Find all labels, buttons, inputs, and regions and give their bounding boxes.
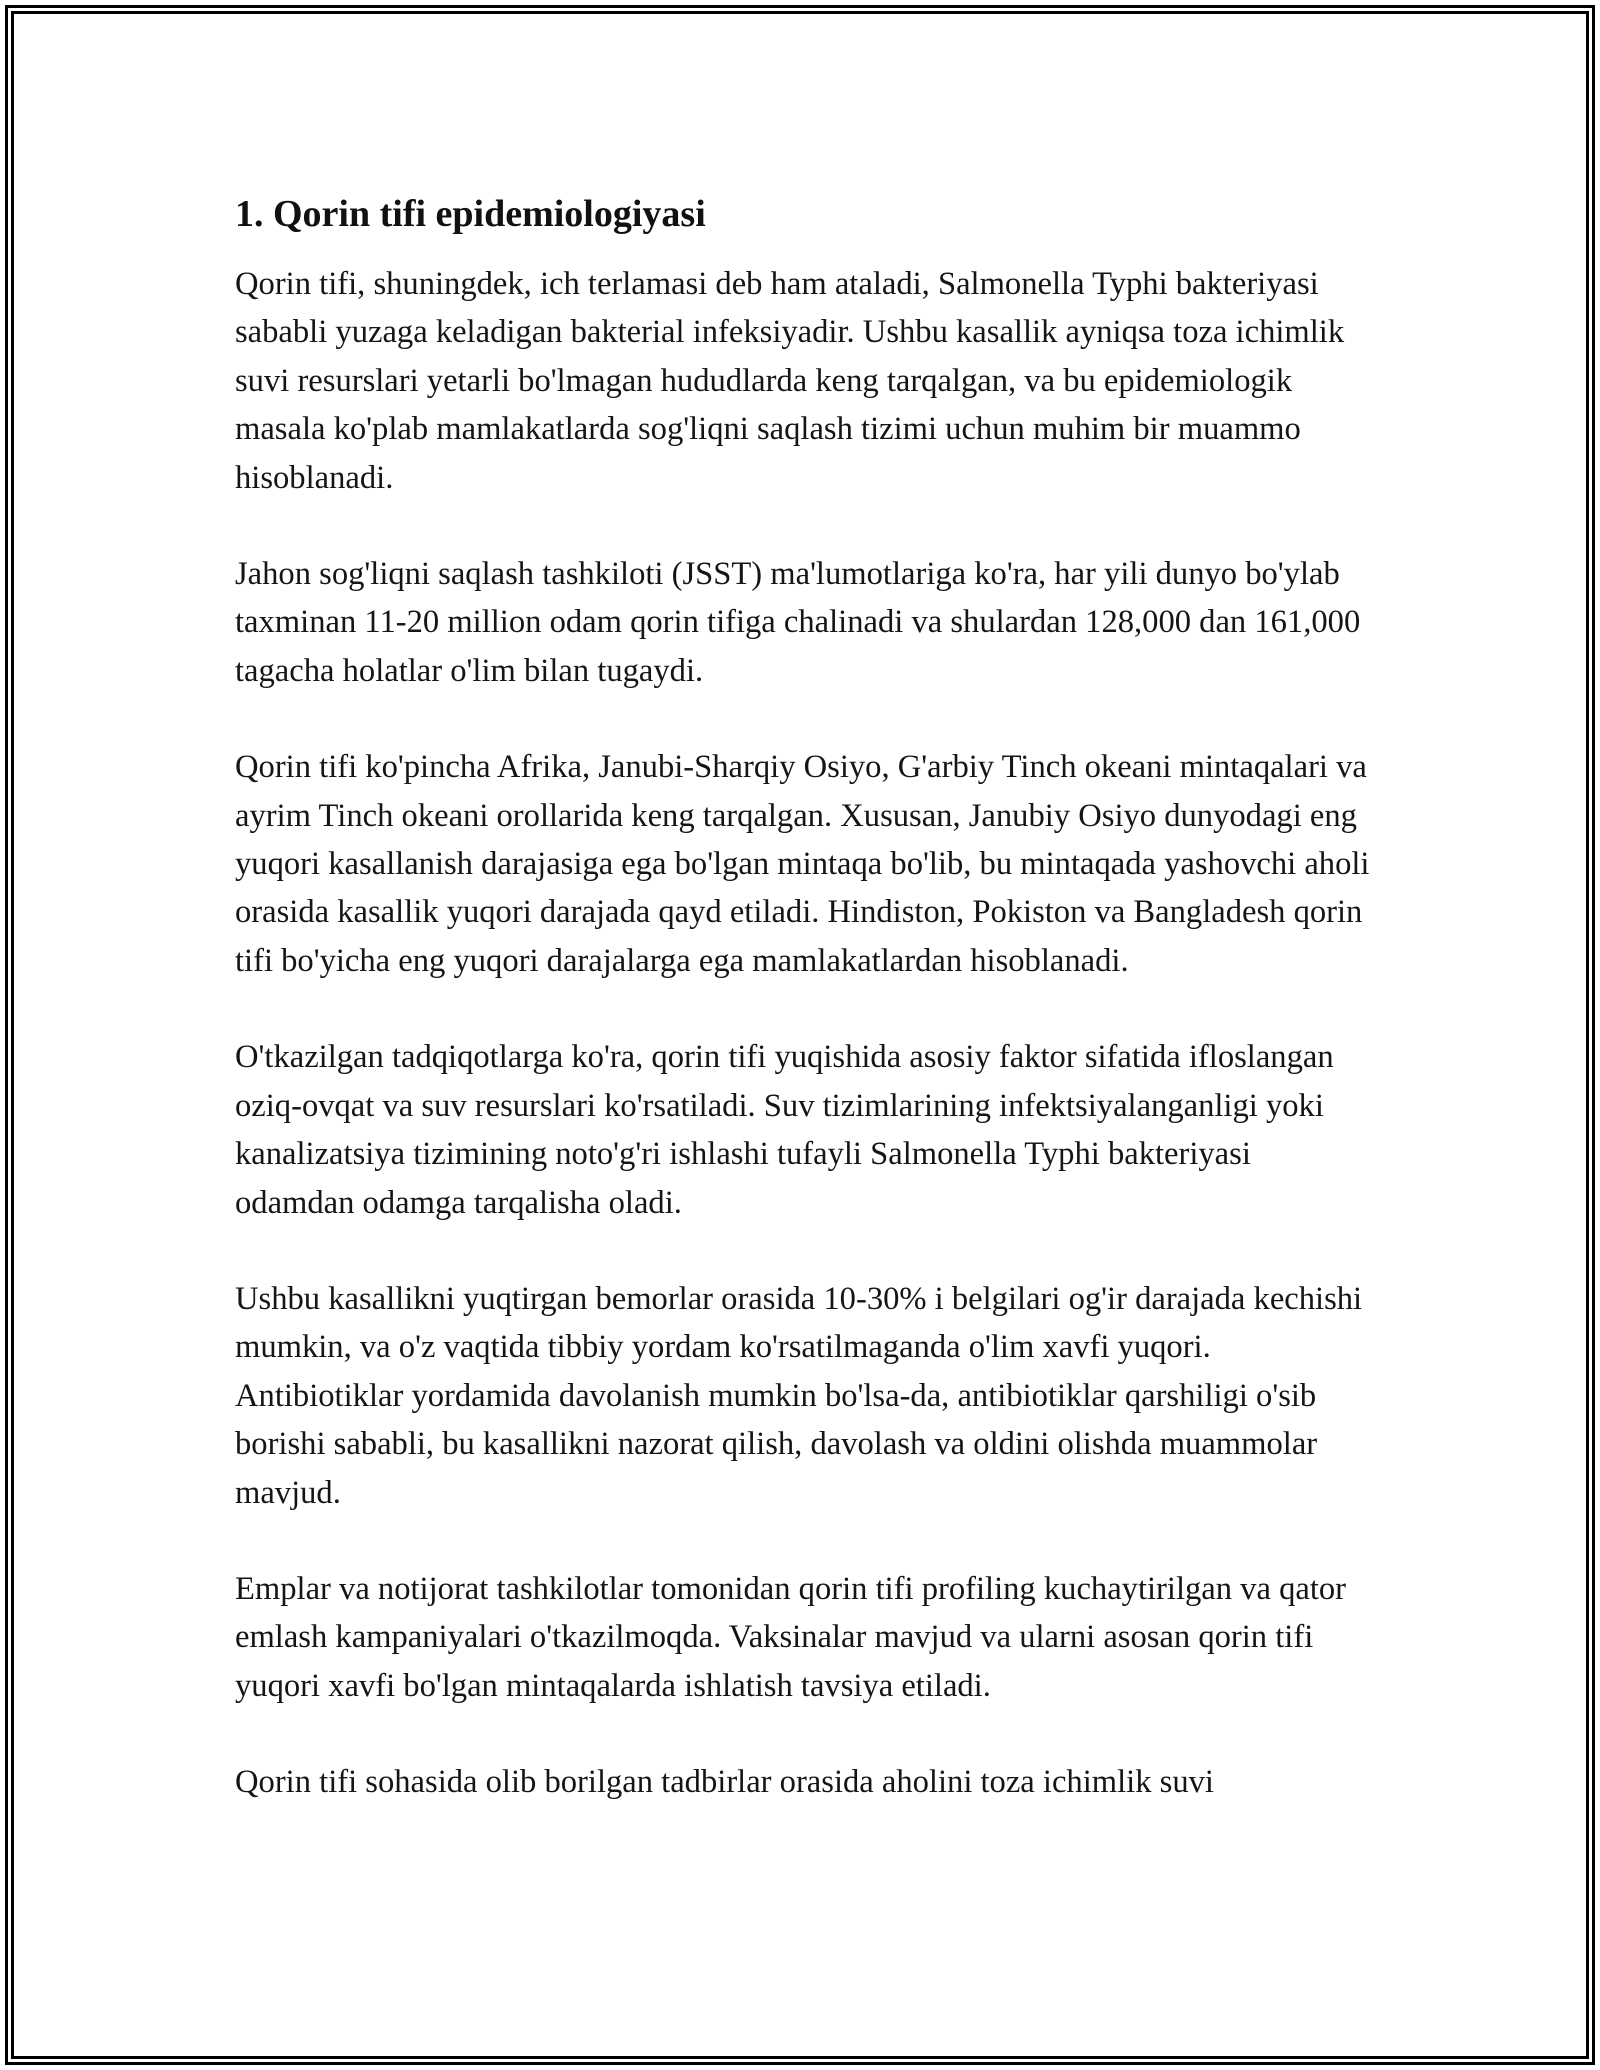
paragraph-7: Qorin tifi sohasida olib borilgan tadbirlar orasida aholini toza ichimlik suvi (235, 1764, 1214, 1801)
section-heading: 1. Qorin tifi epidemiologiyasi (235, 193, 706, 235)
paragraph-5: Ushbu kasallikni yuqtirgan bemorlar orasida 10-30% i belgilari og'ir darajada kechishi mumkin, va o'z vaqtida tibbiy yordam ko'rsatilmaganda o'lim xavfi yuqori. Antibiotiklar yordamida davolanish mumkin bo'lsa-da, antibiotiklar qarshiligi o'sib borishi sababli, bu kasallikni nazorat qilish, davolash va oldini olishda muammolar mavjud. (235, 1280, 1363, 1511)
document-body (235, 188, 1370, 1855)
paragraph-1: Qorin tifi, shuningdek, ich terlamasi deb ham ataladi, Salmonella Typhi bakteriyasi sababli yuzaga keladigan bakterial infeksiyadir. Ushbu kasallik ayniqsa toza ichimlik suvi resurslari yetarli bo'lmagan hududlarda keng tarqalgan, va bu epidemiologik masala ko'plab mamlakatlarda sog'liqni saqlash tizimi uchun muhim bir muammo hisoblanadi. (235, 266, 1345, 496)
paragraph-6: Emplar va notijorat tashkilotlar tomonidan qorin tifi profiling kuchaytirilgan va qator emlash kampaniyalari o'tkazilmoqda. Vaksinalar mavjud va ularni asosan qorin tifi yuqori xavfi bo'lgan mintaqalarda ishlatish tavsiya etiladi. (235, 1570, 1347, 1704)
paragraph-3: Qorin tifi ko'pincha Afrika, Janubi-Sharqiy Osiyo, G'arbiy Tinch okeani mintaqalari va ayrim Tinch okeani orollarida keng tarqalgan. Xususan, Janubiy Osiyo dunyodagi eng yuqori kasallanish darajasiga ega bo'lgan mintaqa bo'lib, bu mintaqada yashovchi aholi orasida kasallik yuqori darajada qayd etiladi. Hindiston, Pokiston va Bangladesh qorin tifi bo'yicha eng yuqori darajalarga ega mamlakatlardan hisoblanadi. (235, 749, 1370, 979)
paragraph-2: Jahon sog'liqni saqlash tashkiloti (JSST) ma'lumotlariga ko'ra, har yili dunyo bo'ylab taxminan 11-20 million odam qorin tifiga chalinadi va shulardan 128,000 dan 161,000 tagacha holatlar o'lim bilan tugaydi. (235, 556, 1361, 689)
paragraph-4: O'tkazilgan tadqiqotlarga ko'ra, qorin tifi yuqishida asosiy faktor sifatida ifloslangan oziq-ovqat va suv resurslari ko'rsatiladi. Suv tizimlarining infektsiyalanganligi yoki kanalizatsiya tizimining noto'g'ri ishlashi tufayli Salmonella Typhi bakteriyasi odamdan odamga tarqalisha oladi. (235, 1039, 1334, 1221)
